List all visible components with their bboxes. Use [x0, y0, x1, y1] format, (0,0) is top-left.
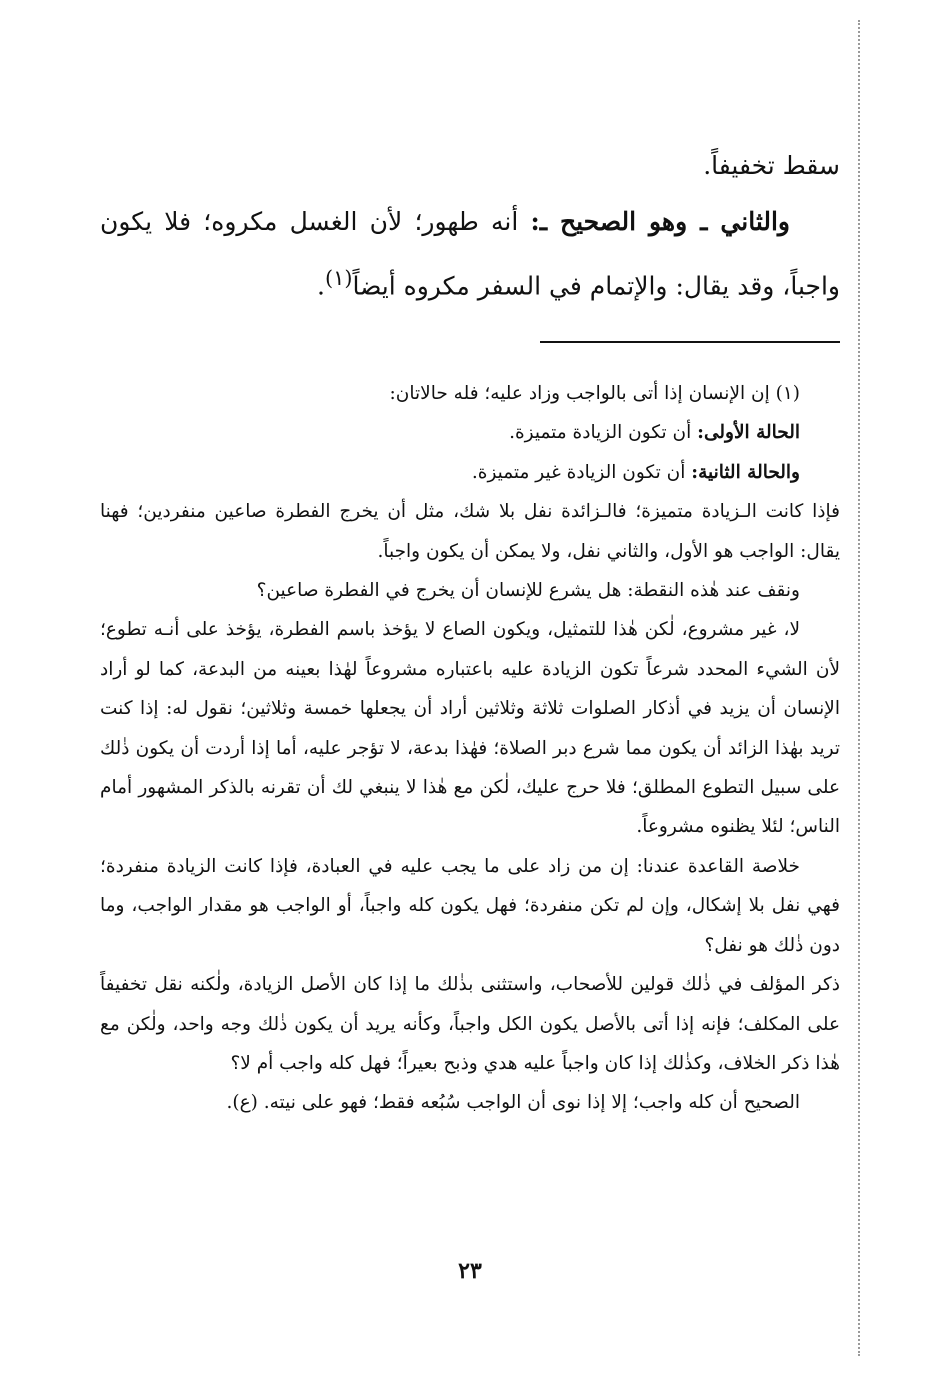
- footnote-paragraph-7: خلاصة القاعدة عندنا: إن من زاد على ما يجب عليه في العبادة، فإذا كانت الزيادة منفردة؛ فهي نفل بلا إشكال، وإن لم تكن منفردة؛ فهل يكون كله واجباً، أو الواجب هو مقدار الواجب، وما دون ذٰلك هو نفل؟: [100, 855, 840, 956]
- footnote-marker: (١): [325, 266, 353, 290]
- main-text: [100, 138, 840, 314]
- page-number: ٢٣: [458, 1258, 482, 1284]
- footnote-case-2: [100, 453, 840, 492]
- main-p2-end: .: [317, 271, 325, 301]
- footnote-separator: [540, 341, 840, 343]
- main-paragraph-2: [100, 194, 840, 314]
- footnote-paragraph-9: الصحيح أن كله واجب؛ إلا إذا نوى أن الواجب سُبُعه فقط؛ فهو على نيته. (ع).: [226, 1092, 800, 1114]
- case-1-label: الحالة الأولى:: [697, 422, 800, 444]
- footnote-paragraph-5: ونقف عند هٰذه النقطة: هل يشرع للإنسان أن يخرج في الفطرة صاعين؟: [256, 580, 800, 602]
- main-p2-text: أنه طهور؛ لأن الغسل مكروه؛ فلا يكون واجباً، وقد يقال: والإتمام في السفر مكروه أيضاً: [100, 207, 840, 301]
- case-2-text: أن تكون الزيادة غير متميزة.: [471, 461, 692, 483]
- footnotes: [100, 374, 840, 1123]
- footnote-paragraph-8: ذكر المؤلف في ذٰلك قولين للأصحاب، واستثنى بذٰلك ما إذا كان الأصل الزيادة، ولٰكنه نقل تخفيفاً على المكلف؛ فإنه إذا أتى بالأصل يكون الكل واجباً، وكأنه يريد أن يكون ذٰلك وجه واحد، ولٰكن مع هٰذا ذكر الخلاف، وكذٰلك إذا كان واجباً عليه هدي وذبح بعيراً؛ فهل كله واجب أم لا؟: [100, 974, 840, 1074]
- book-page: [100, 0, 840, 1376]
- footnote-paragraph-6: لا، غير مشروع، لٰكن هٰذا للتمثيل، ويكون الصاع لا يؤخذ باسم الفطرة، يؤخذ على أنـه تطوع؛ لأن الشيء المحدد شرعاً تكون الزيادة عليه باعتباره مشروعاً لهٰذا بعينه من البدعة، كما لو أراد الإنسان أن يزيد في أذكار الصلوات ثلاثة وثلاثين أراد أن يجعلها خمسة وثلاثين؛ نقول له: إذا كنت تريد بهٰذا الزائد أن يكون مما شرع دبر الصلاة؛ فهٰذا بدعة، لا تؤجر عليه، أما إذا أردت أن يكون ذٰلك على سبيل التطوع المطلق؛ فلا حرج عليك، لٰكن مع هٰذا لا ينبغي لك أن تقرنه بالذكر المشهور أمام الناس؛ لئلا يظنوه مشروعاً.: [100, 619, 840, 838]
- main-line-1: سقط تخفيفاً.: [703, 151, 840, 180]
- margin-dotted-rule: [858, 20, 860, 1356]
- main-p2-lead: والثاني ـ وهو الصحيح ـ:: [530, 207, 790, 236]
- footnote-case-1: [100, 413, 840, 452]
- case-1-text: أن تكون الزيادة متميزة.: [509, 422, 698, 444]
- case-2-label: والحالة الثانية:: [691, 461, 800, 483]
- footnote-1-intro: (١) إن الإنسان إذا أتى بالواجب وزاد عليه؛ فله حالاتان:: [389, 383, 800, 404]
- footnote-paragraph-4: فإذا كانت الـزيادة متميزة؛ فالـزائدة نفل بلا شك، مثل أن يخرج الفطرة صاعين منفردين؛ فهنا يقال: الواجب هو الأول، والثاني نفل، ولا يمكن أن يكون واجباً.: [100, 501, 840, 562]
